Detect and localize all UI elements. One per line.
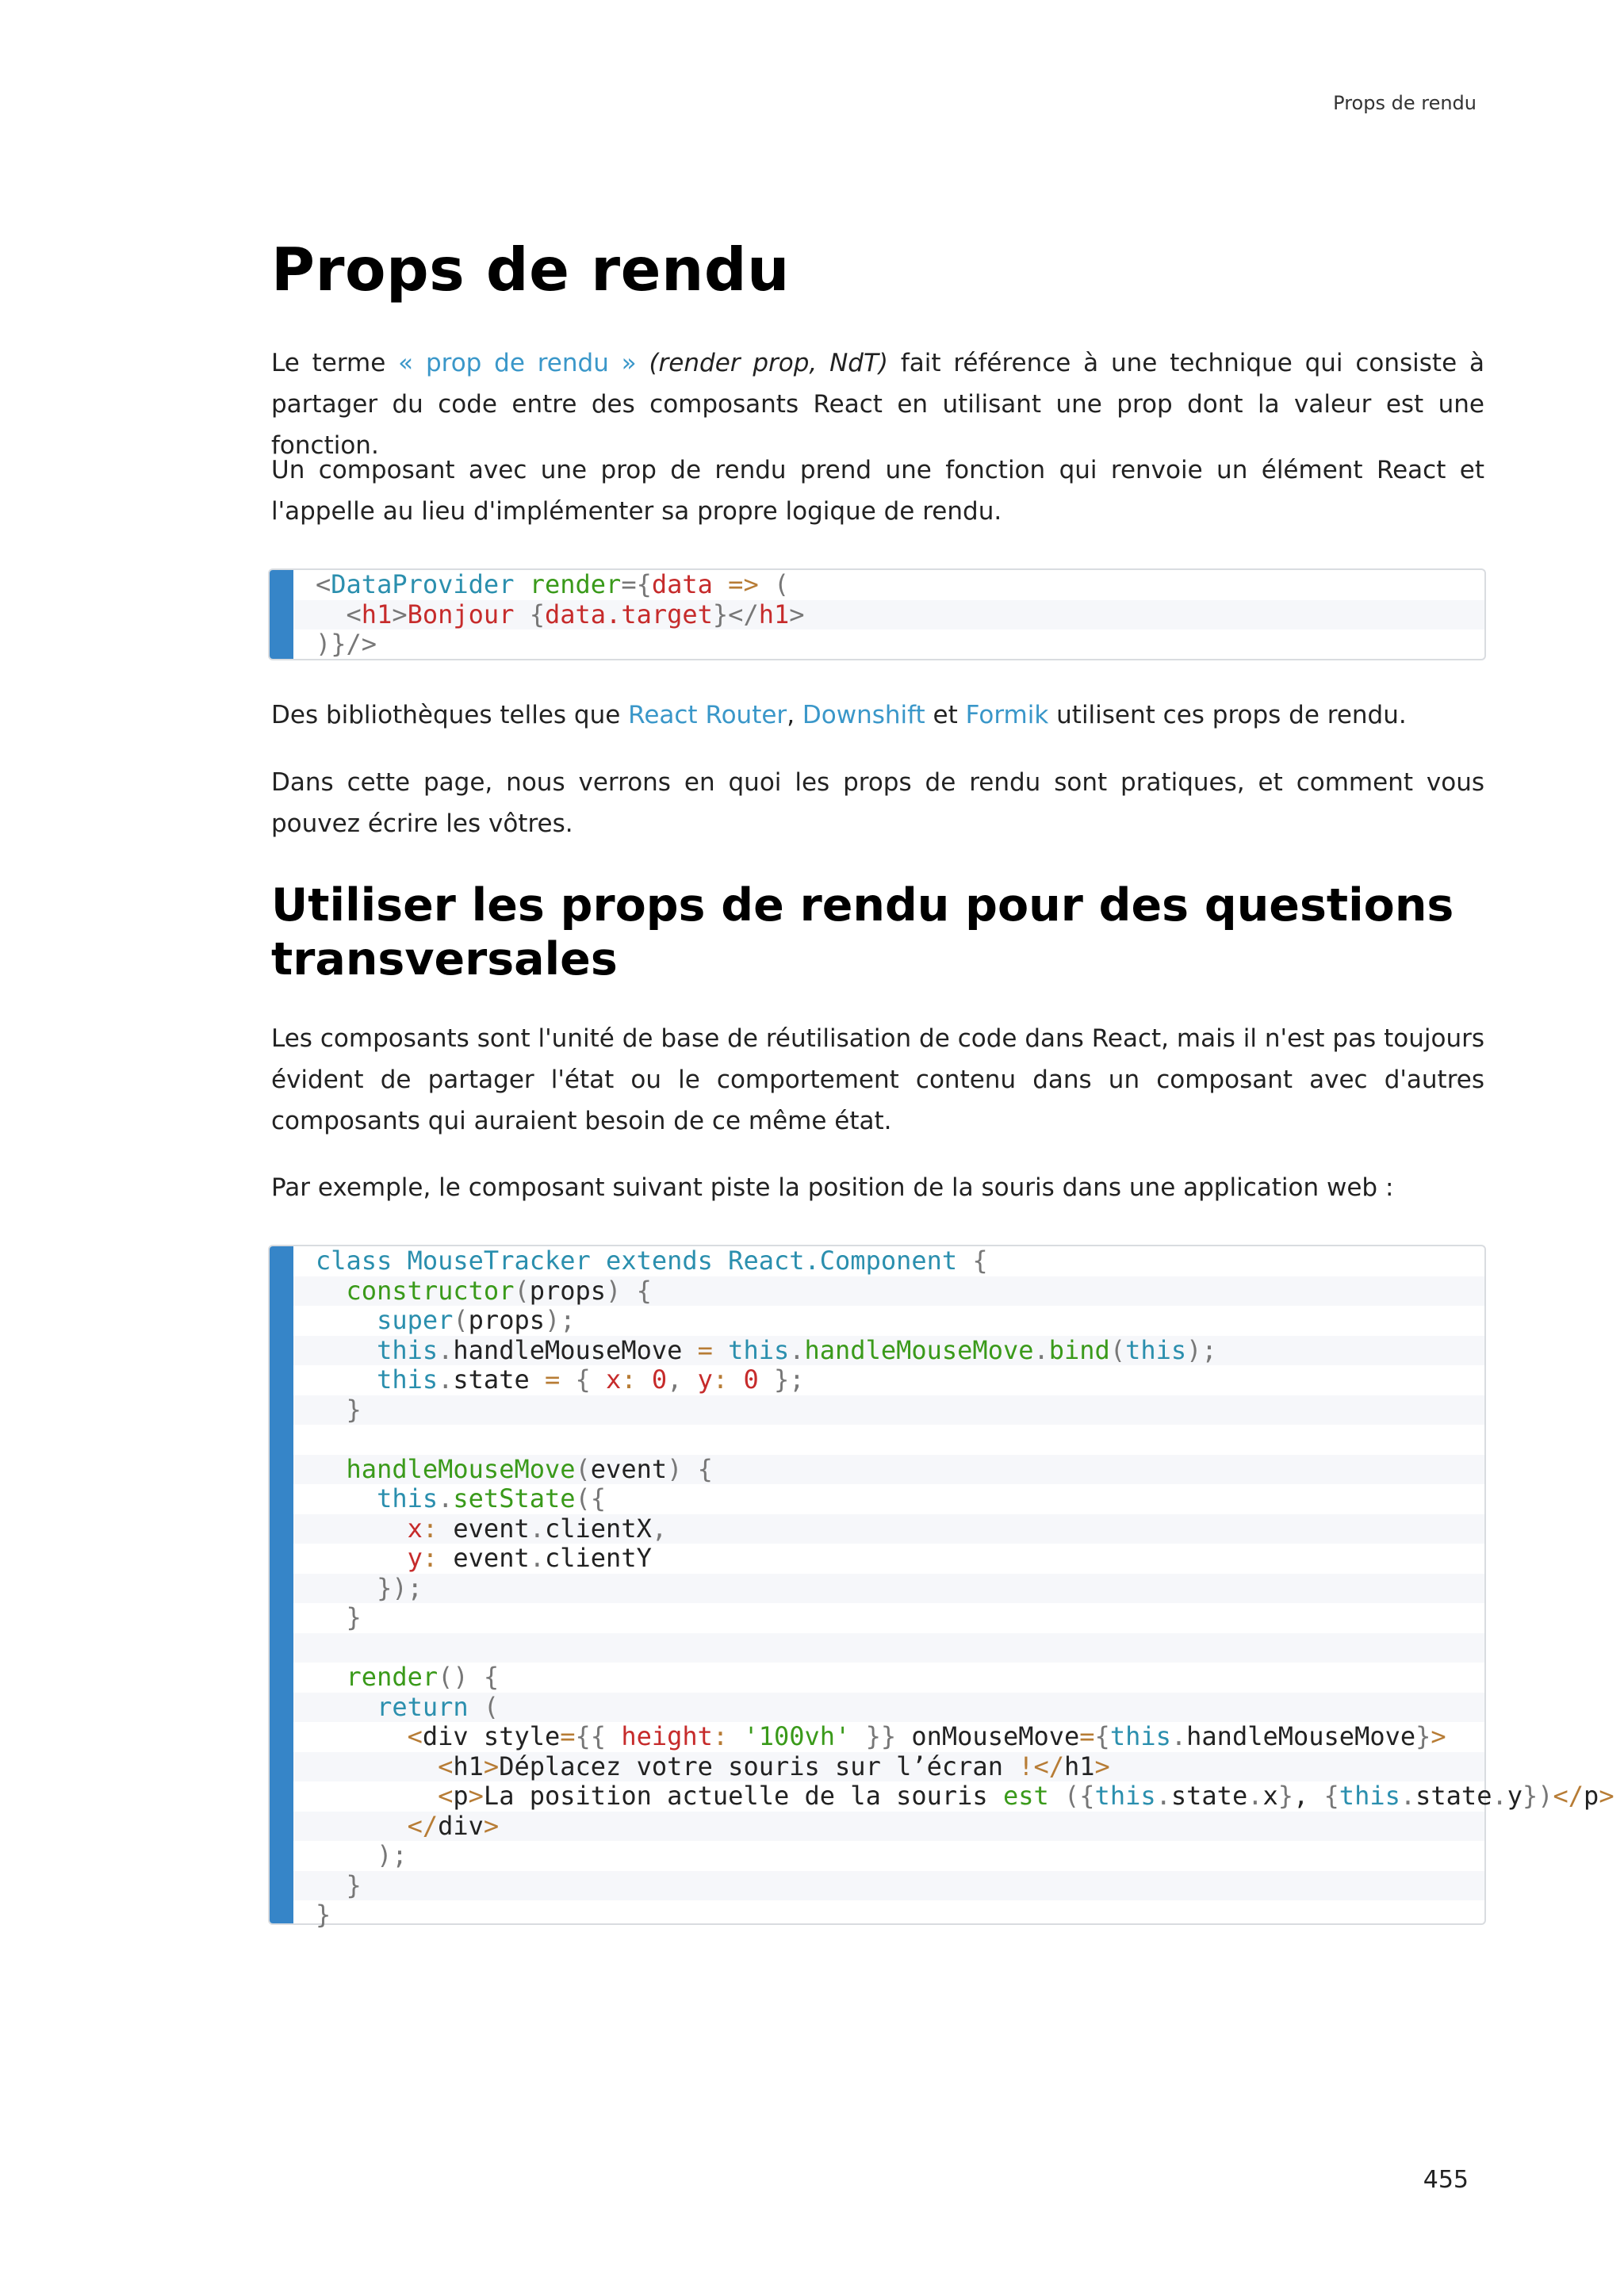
code-line bbox=[293, 1306, 1484, 1336]
intro-paragraph-2: Un composant avec une prop de rendu prend une fonction qui renvoie un élément React et l'appelle au lieu d'implémenter sa propre logique de rendu. bbox=[271, 456, 1484, 526]
code-token bbox=[316, 1870, 347, 1900]
code-token: render bbox=[346, 1662, 439, 1692]
code-token: = bbox=[544, 1364, 561, 1395]
code-token: }; bbox=[773, 1364, 805, 1395]
code-token: extends bbox=[606, 1246, 713, 1276]
code-token: ( bbox=[514, 1275, 530, 1306]
code-token: . bbox=[1033, 1334, 1049, 1365]
code-line bbox=[293, 1722, 1484, 1752]
code-line bbox=[293, 629, 1484, 660]
code-token: { bbox=[1094, 1721, 1110, 1751]
code-token bbox=[316, 1573, 377, 1603]
code-token: > bbox=[1094, 1751, 1110, 1781]
code-token bbox=[850, 1721, 865, 1751]
code-token: > bbox=[1599, 1781, 1614, 1811]
translator-note: (render prop, NdT) bbox=[636, 349, 888, 377]
code-token: </ bbox=[1553, 1781, 1584, 1811]
code-token: ( bbox=[773, 569, 790, 599]
code-token: MouseTracker bbox=[407, 1246, 591, 1276]
code-token bbox=[316, 1305, 377, 1335]
code-token: div style bbox=[422, 1721, 561, 1751]
code-token bbox=[469, 1662, 484, 1692]
code-token bbox=[316, 599, 347, 629]
code-token: { bbox=[636, 1275, 652, 1306]
formik-link[interactable]: Formik bbox=[965, 701, 1049, 729]
code-token: } bbox=[346, 1602, 362, 1632]
page-number: 455 bbox=[1423, 2166, 1469, 2194]
code-line bbox=[293, 1663, 1484, 1693]
code-token: { bbox=[972, 1246, 988, 1276]
code-token bbox=[682, 1364, 697, 1395]
code-token: React.Component bbox=[728, 1246, 958, 1276]
code-token: h1 bbox=[1064, 1751, 1095, 1781]
code-token bbox=[316, 1602, 347, 1632]
code-token: } bbox=[346, 1869, 362, 1900]
code-token: state bbox=[453, 1364, 545, 1395]
code-token: ) bbox=[606, 1275, 622, 1306]
code-token: x bbox=[407, 1513, 423, 1544]
code-token: this bbox=[1109, 1721, 1171, 1751]
code-token: : bbox=[712, 1364, 729, 1395]
code-token: . bbox=[438, 1364, 454, 1395]
text: Des bibliothèques telles que bbox=[271, 701, 629, 729]
code-token: } bbox=[346, 1394, 362, 1425]
code-line bbox=[293, 1752, 1484, 1782]
code-token: } bbox=[1415, 1721, 1431, 1751]
code-token: ({ bbox=[575, 1483, 607, 1513]
code-line bbox=[293, 1484, 1484, 1514]
code-token: . bbox=[789, 1334, 805, 1365]
code-token bbox=[469, 1692, 484, 1722]
code-block-accent-bar bbox=[270, 1246, 293, 1923]
code-token bbox=[759, 1364, 774, 1395]
code-token: ( bbox=[453, 1305, 469, 1335]
code-token bbox=[1049, 1781, 1064, 1811]
code-block-accent-bar bbox=[270, 570, 293, 659]
downshift-link[interactable]: Downshift bbox=[802, 701, 925, 729]
code-token: setState bbox=[453, 1483, 576, 1513]
code-token: }) bbox=[1522, 1781, 1553, 1811]
code-token bbox=[637, 1364, 652, 1395]
code-token: }} bbox=[865, 1721, 897, 1751]
code-token: y bbox=[407, 1543, 423, 1573]
code-line bbox=[293, 1574, 1484, 1604]
code-token: . bbox=[1400, 1781, 1416, 1811]
libraries-paragraph bbox=[271, 695, 1484, 736]
code-token bbox=[728, 1721, 743, 1751]
code-token bbox=[316, 1483, 377, 1513]
code-token: < bbox=[438, 1751, 454, 1781]
code-token: { bbox=[575, 1364, 591, 1395]
code-token: props bbox=[468, 1305, 545, 1335]
code-token: handleMouseMove bbox=[1186, 1721, 1416, 1751]
code-token: : bbox=[712, 1721, 729, 1751]
code-token: ={ bbox=[621, 569, 652, 599]
code-token: > bbox=[483, 1810, 500, 1841]
code-token: state bbox=[1415, 1781, 1492, 1811]
code-token: {{ bbox=[575, 1721, 607, 1751]
code-token: Bonjour bbox=[407, 599, 515, 629]
code-token: return bbox=[377, 1691, 469, 1722]
code-line bbox=[293, 1812, 1484, 1842]
code-token bbox=[728, 1364, 743, 1395]
code-token: onMouseMove bbox=[896, 1721, 1080, 1751]
code-token: > bbox=[483, 1751, 500, 1781]
code-token bbox=[316, 1692, 377, 1722]
code-token: event bbox=[438, 1543, 530, 1573]
code-token: ( bbox=[1109, 1334, 1126, 1365]
text: , bbox=[787, 701, 802, 729]
code-line bbox=[293, 1395, 1484, 1425]
code-token: 0 bbox=[651, 1364, 668, 1395]
code-token: !</ bbox=[1018, 1751, 1065, 1781]
code-token: = bbox=[560, 1721, 576, 1751]
code-token bbox=[759, 569, 774, 599]
page-title: Props de rendu bbox=[271, 235, 790, 304]
code-line bbox=[293, 1633, 1484, 1663]
code-token bbox=[316, 1395, 347, 1425]
code-line bbox=[293, 600, 1484, 630]
code-token bbox=[957, 1246, 972, 1276]
code-token bbox=[682, 1454, 697, 1484]
code-token: < bbox=[346, 599, 362, 629]
code-token: bind bbox=[1048, 1334, 1110, 1365]
code-token: < bbox=[316, 569, 331, 599]
code-token: > bbox=[392, 599, 408, 629]
code-token: Déplacez votre souris sur l’écran bbox=[499, 1751, 1019, 1781]
code-token: ); bbox=[544, 1305, 576, 1335]
code-token: this bbox=[377, 1364, 439, 1395]
code-token: constructor bbox=[346, 1275, 515, 1306]
code-token bbox=[560, 1364, 575, 1395]
code-token: props bbox=[529, 1275, 607, 1306]
code-token: event bbox=[438, 1513, 530, 1544]
code-token: ); bbox=[377, 1840, 408, 1870]
code-line bbox=[293, 1246, 1484, 1276]
code-token: La position actuelle de la souris bbox=[483, 1781, 1003, 1811]
code-token: x bbox=[1262, 1781, 1278, 1811]
code-token: event bbox=[590, 1453, 668, 1484]
code-token: ) bbox=[667, 1453, 683, 1484]
code-token bbox=[606, 1721, 621, 1751]
code-line bbox=[293, 1693, 1484, 1723]
code-block-mouse-tracker bbox=[268, 1245, 1614, 1930]
code-token: state bbox=[1170, 1781, 1248, 1811]
code-token: est bbox=[1002, 1781, 1049, 1811]
code-token: > bbox=[789, 599, 805, 629]
code-token: this bbox=[1125, 1334, 1187, 1365]
code-token: y bbox=[697, 1364, 713, 1395]
code-token bbox=[316, 1364, 377, 1395]
code-token: height bbox=[621, 1721, 713, 1751]
code-token bbox=[591, 1364, 606, 1395]
code-token bbox=[514, 599, 529, 629]
code-line bbox=[293, 1871, 1484, 1901]
code-token bbox=[316, 1335, 377, 1365]
code-token: { bbox=[483, 1662, 500, 1692]
code-token: ( bbox=[575, 1453, 591, 1484]
code-line bbox=[293, 570, 1484, 600]
code-token: handleMouseMove bbox=[804, 1334, 1034, 1365]
code-token: < bbox=[438, 1781, 454, 1811]
code-token bbox=[316, 1543, 408, 1573]
code-token bbox=[392, 1246, 407, 1276]
code-token: div bbox=[438, 1810, 484, 1841]
code-token: . bbox=[529, 1513, 545, 1544]
code-token: . bbox=[1247, 1781, 1263, 1811]
intro-paragraph-1 bbox=[271, 342, 1484, 466]
prop-de-rendu-link[interactable]: « prop de rendu » bbox=[398, 349, 637, 377]
code-token bbox=[316, 1781, 438, 1811]
code-token: )}/> bbox=[316, 629, 377, 659]
code-token: this bbox=[377, 1334, 439, 1365]
code-token bbox=[316, 1454, 347, 1484]
code-token: data.target bbox=[544, 599, 713, 629]
code-token bbox=[316, 1662, 347, 1692]
code-line bbox=[293, 1603, 1484, 1633]
code-token: = bbox=[697, 1334, 713, 1365]
code-token: } bbox=[316, 1900, 331, 1930]
code-token: . bbox=[1155, 1781, 1171, 1811]
code-token: this bbox=[728, 1334, 790, 1365]
code-token: : bbox=[621, 1364, 637, 1395]
code-token: handleMouseMove bbox=[453, 1334, 698, 1365]
code-token: ({ bbox=[1064, 1781, 1095, 1811]
code-token: y bbox=[1507, 1781, 1522, 1811]
code-token: </ bbox=[407, 1810, 439, 1841]
code-token: h1 bbox=[758, 599, 790, 629]
code-token: p bbox=[1584, 1781, 1599, 1811]
code-token bbox=[316, 1276, 347, 1306]
code-token: data bbox=[651, 569, 713, 599]
code-token: , bbox=[667, 1364, 683, 1395]
code-token: DataProvider bbox=[331, 569, 515, 599]
code-token: p bbox=[453, 1781, 469, 1811]
code-token: super bbox=[377, 1305, 454, 1335]
react-router-link[interactable]: React Router bbox=[628, 701, 787, 729]
code-token: render bbox=[529, 569, 622, 599]
code-token bbox=[316, 1721, 408, 1751]
code-token: '100vh' bbox=[743, 1721, 851, 1751]
code-token bbox=[713, 1335, 728, 1365]
code-token: . bbox=[529, 1543, 545, 1573]
code-token: this bbox=[1094, 1781, 1156, 1811]
code-token bbox=[316, 1811, 408, 1841]
code-line bbox=[293, 1841, 1484, 1871]
code-token: clientY bbox=[544, 1543, 652, 1573]
code-token bbox=[713, 1246, 728, 1276]
code-token: ); bbox=[1186, 1334, 1217, 1365]
text: Le terme bbox=[271, 349, 399, 377]
text: utilisent ces props de rendu. bbox=[1048, 701, 1407, 729]
code-token: { bbox=[1323, 1781, 1339, 1811]
code-token: 0 bbox=[743, 1364, 759, 1395]
code-token: . bbox=[1492, 1781, 1507, 1811]
section-heading: Utiliser les props de rendu pour des questions transversales bbox=[271, 879, 1454, 985]
code-token: this bbox=[377, 1483, 439, 1513]
code-token: ( bbox=[483, 1691, 500, 1722]
code-line bbox=[293, 1455, 1484, 1485]
code-block-data-provider bbox=[268, 568, 1486, 660]
code-line bbox=[293, 1514, 1484, 1544]
code-line bbox=[293, 1276, 1484, 1307]
code-line bbox=[293, 1900, 1484, 1931]
code-token: : bbox=[422, 1513, 439, 1544]
intro-paragraph-4: Dans cette page, nous verrons en quoi les props de rendu sont pratiques, et comment vous pouvez écrire les vôtres. bbox=[271, 768, 1484, 838]
code-token: clientX bbox=[544, 1513, 652, 1544]
code-line bbox=[293, 1336, 1484, 1366]
code-token: > bbox=[1431, 1721, 1446, 1751]
code-token: }); bbox=[377, 1572, 423, 1603]
code-line bbox=[293, 1781, 1614, 1812]
text: fait référence à une technique qui consiste à partager du code entre des composants React en utilisant une prop dont la valeur est une fonction. bbox=[271, 349, 1484, 460]
code-token: { bbox=[529, 599, 545, 629]
code-token: : bbox=[422, 1543, 439, 1573]
code-token: () bbox=[438, 1662, 469, 1692]
code-token: . bbox=[438, 1334, 454, 1365]
code-token bbox=[316, 1751, 438, 1781]
code-token: } bbox=[1277, 1781, 1293, 1811]
code-token: h1 bbox=[361, 599, 393, 629]
code-token: { bbox=[697, 1453, 713, 1484]
code-token bbox=[316, 1513, 408, 1544]
code-token bbox=[514, 569, 529, 599]
code-token bbox=[316, 1840, 377, 1870]
code-line bbox=[293, 1425, 1484, 1455]
code-token: => bbox=[728, 569, 759, 599]
code-token: = bbox=[1079, 1721, 1095, 1751]
section-paragraph-1: Les composants sont l'unité de base de réutilisation de code dans React, mais il n'est pas toujours évident de partager l'état ou le comportement contenu dans un composant avec d'autres composants qui auraient besoin de ce même état. bbox=[271, 1024, 1484, 1135]
code-line bbox=[293, 1365, 1484, 1395]
text: et bbox=[925, 701, 966, 729]
code-token: this bbox=[1339, 1781, 1400, 1811]
code-token: h1 bbox=[453, 1751, 484, 1781]
code-lines bbox=[293, 1246, 1614, 1931]
code-token bbox=[621, 1276, 636, 1306]
running-header: Props de rendu bbox=[1333, 92, 1477, 114]
code-token: . bbox=[438, 1483, 454, 1513]
code-lines bbox=[293, 570, 1484, 660]
code-token: . bbox=[1170, 1721, 1187, 1751]
code-token: class bbox=[316, 1246, 393, 1276]
code-token bbox=[713, 569, 728, 599]
section-paragraph-2: Par exemple, le composant suivant piste la position de la souris dans une application web : bbox=[271, 1173, 1394, 1202]
code-token: handleMouseMove bbox=[346, 1453, 576, 1484]
code-token: , bbox=[651, 1513, 668, 1544]
code-token: < bbox=[407, 1721, 423, 1751]
code-token: > bbox=[468, 1781, 484, 1811]
code-token: }</ bbox=[712, 599, 759, 629]
code-line bbox=[293, 1544, 1484, 1574]
code-token bbox=[591, 1246, 606, 1276]
code-token: , bbox=[1293, 1781, 1324, 1811]
code-token: x bbox=[606, 1364, 622, 1395]
